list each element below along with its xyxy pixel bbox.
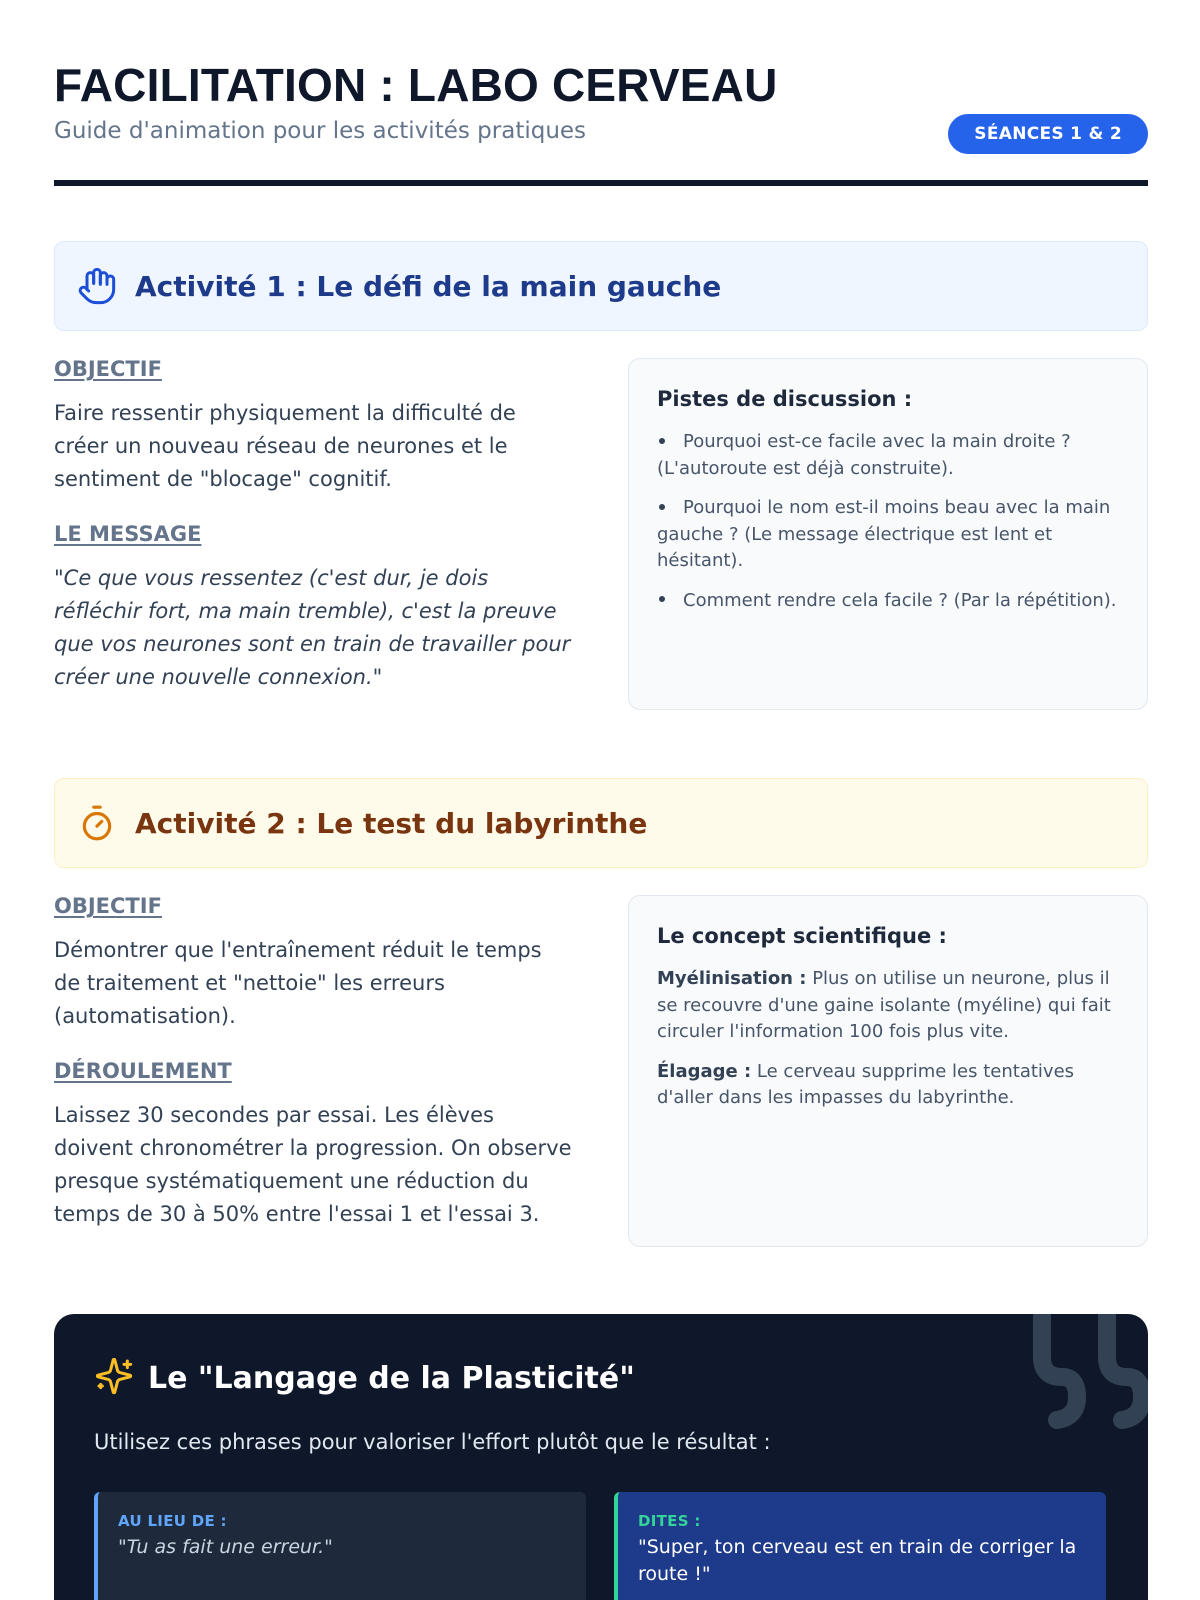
plasticity-panel <box>54 1314 1148 1600</box>
say-text: "Super, ton cerveau est en train de corriger la route !" <box>638 1536 1077 1585</box>
discussion-card <box>628 358 1148 710</box>
page-subtitle: Guide d'animation pour les activités pratiques <box>54 118 587 144</box>
activity-2-details <box>54 894 574 1231</box>
myelin-paragraph: Myélinisation : Plus on utilise un neurone, plus il se recouvre d'une gaine isolante (myéline) qui fait circuler l'information 100 fois plus vite. <box>657 968 1111 1042</box>
activity-1-details <box>54 357 574 694</box>
discussion-list <box>657 429 1121 614</box>
document-header <box>54 56 1148 186</box>
page-title: FACILITATION : LABO CERVEAU <box>54 59 778 111</box>
science-title: Le concept scientifique : <box>657 924 947 948</box>
bullet-icon <box>659 504 665 510</box>
quote-mark-icon <box>1022 1314 1148 1446</box>
objective-text: Démontrer que l'entraînement réduit le temps de traitement et "nettoie" les erreurs (automatisation). <box>54 938 542 1028</box>
message-quote: "Ce que vous ressentez (c'est dur, je dois réfléchir fort, ma main tremble), c'est la preuve que vos neurones sont en train de travailler pour créer une nouvelle connexion." <box>54 566 571 689</box>
plasticity-subtitle: Utilisez ces phrases pour valoriser l'effort plutôt que le résultat : <box>94 1430 771 1454</box>
activity-2-title: Activité 2 : Le test du labyrinthe <box>135 806 648 840</box>
science-card <box>628 895 1148 1247</box>
hand-icon <box>77 266 117 306</box>
process-label: DÉROULEMENT <box>54 1059 232 1083</box>
stopwatch-icon <box>77 803 117 843</box>
sparkles-icon <box>94 1356 134 1400</box>
plasticity-title: Le "Langage de la Plasticité" <box>148 1360 635 1396</box>
discussion-title: Pistes de discussion : <box>657 387 913 411</box>
message-label: LE MESSAGE <box>54 522 202 546</box>
session-badge: SÉANCES 1 & 2 <box>948 114 1148 154</box>
say-label: DITES : <box>638 1512 701 1530</box>
activity-2-header <box>54 778 1148 868</box>
activity-1-title: Activité 1 : Le défi de la main gauche <box>135 269 722 303</box>
instead-of-label: AU LIEU DE : <box>118 1512 227 1530</box>
objective-text: Faire ressentir physiquement la difficulté de créer un nouveau réseau de neurones et le sentiment de "blocage" cognitif. <box>54 401 516 491</box>
list-item: Comment rendre cela facile ? (Par la répétition). <box>657 588 1121 615</box>
header-divider <box>54 180 1148 186</box>
objective-label: OBJECTIF <box>54 357 162 381</box>
instead-of-text: "Tu as fait une erreur." <box>118 1536 333 1558</box>
list-item: Pourquoi le nom est-il moins beau avec la main gauche ? (Le message électrique est lent et hésitant). <box>657 497 1111 571</box>
objective-label: OBJECTIF <box>54 894 162 918</box>
say-box <box>614 1492 1106 1600</box>
process-text: Laissez 30 secondes par essai. Les élèves doivent chronométrer la progression. On observe presque systématiquement une réduction du temps de 30 à 50% entre l'essai 1 et l'essai 3. <box>54 1103 572 1226</box>
bullet-icon <box>659 438 665 444</box>
bullet-icon <box>659 596 665 602</box>
instead-of-box <box>94 1492 586 1600</box>
activity-1-header <box>54 241 1148 331</box>
plasticity-heading <box>94 1356 635 1400</box>
list-item: Pourquoi est-ce facile avec la main droite ? (L'autoroute est déjà construite). <box>657 431 1071 479</box>
pruning-paragraph: Élagage : Le cerveau supprime les tentatives d'aller dans les impasses du labyrinthe. <box>657 1060 1075 1108</box>
